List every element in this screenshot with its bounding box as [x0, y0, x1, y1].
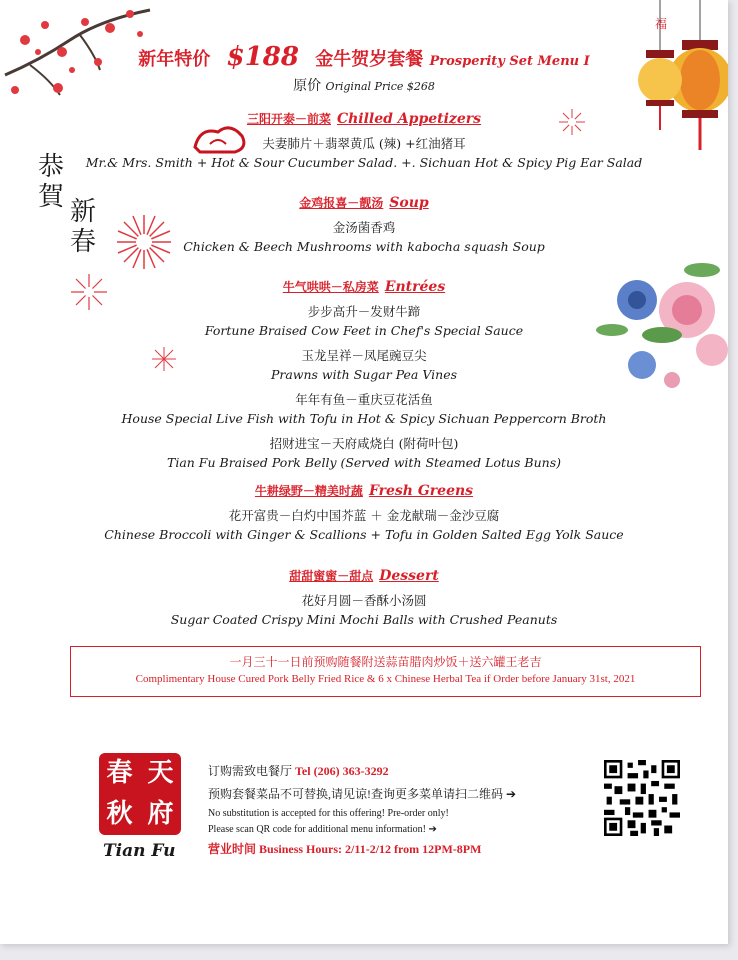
dish-name-en: Fortune Braised Cow Feet in Chef's Special Sauce: [204, 323, 524, 338]
original-price: [0, 75, 728, 95]
dish-name-en: Mr.& Mrs. Smith + Hot & Sour Cucumber Salad. +. Sichuan Hot & Spicy Pig Ear Salad: [85, 155, 643, 170]
section-title-cn: 甜甜蜜蜜－甜点: [289, 569, 374, 583]
logo-char: 府: [147, 799, 174, 829]
dish-name-cn: 花好月圆－香酥小汤圆: [301, 593, 427, 608]
menu-title: [0, 42, 728, 72]
section-title: [0, 567, 728, 584]
title-cn-left: 新年特价: [138, 49, 211, 70]
section-title-cn: 牛气哄哄－私房菜: [282, 280, 379, 294]
dish-name-en: Tian Fu Braised Pork Belly (Served with Steamed Lotus Buns): [167, 455, 561, 470]
section-title-cn: 牛耕绿野－精美时蔬: [254, 484, 363, 498]
calligraphy-char: 恭: [38, 152, 65, 182]
svg-text:福: 福: [655, 17, 668, 31]
section-title-en: Fresh Greens: [368, 483, 474, 499]
section-title-en: Soup: [389, 195, 429, 211]
original-price-cn: 原价: [293, 78, 322, 94]
promo-cn: 一月三十一日前预购随餐附送蒜苗腊肉炒饭＋送六罐王老吉: [229, 655, 542, 669]
dish-name-en: Chicken & Beech Mushrooms with kabocha squash Soup: [183, 239, 545, 254]
dish-name-en: House Special Live Fish with Tofu in Hot & Spicy Sichuan Peppercorn Broth: [121, 411, 607, 426]
promo-box: [70, 646, 701, 697]
scan-note: Please scan QR code for additional menu information!: [208, 824, 426, 835]
logo-char: 秋: [106, 799, 133, 829]
section-title: [0, 194, 728, 211]
dish-name-cn: 玉龙呈祥－凤尾豌豆尖: [301, 348, 427, 363]
arrow-right-icon: ➔: [428, 824, 437, 835]
logo-char: 天: [147, 758, 174, 788]
qr-code[interactable]: [603, 760, 681, 836]
logo-char: 春: [106, 758, 133, 788]
section-title-en: Chilled Appetizers: [336, 111, 482, 127]
dish-name-cn: 招财进宝－天府咸烧白 (附荷叶包): [269, 436, 459, 451]
section-title: [0, 278, 728, 295]
order-line: [208, 762, 389, 779]
calligraphy-char: 春: [70, 227, 97, 257]
restaurant-name: Tian Fu: [103, 841, 176, 861]
section-title-en: Dessert: [379, 568, 439, 584]
order-cn: 订购需致电餐厅: [208, 764, 293, 778]
dish-name-cn: 夫妻肺片＋翡翠黄瓜 (辣) +红油猪耳: [262, 136, 466, 151]
title-en: Prosperity Set Menu I: [429, 54, 590, 69]
calligraphy-greeting: [38, 152, 108, 282]
dish-name-en: Chinese Broccoli with Ginger & Scallions + Tofu in Golden Salted Egg Yolk Sauce: [104, 527, 624, 542]
note-cn: 预购套餐菜品不可替换,请见谅!查询更多菜单请扫二维码: [208, 787, 503, 801]
phone-number[interactable]: Tel (206) 363-3292: [295, 764, 389, 778]
section-title-cn: 三阳开泰－前菜: [246, 112, 331, 126]
dish-name-en: Prawns with Sugar Pea Vines: [270, 367, 458, 382]
section-title: [0, 482, 728, 499]
calligraphy-char: 賀: [38, 182, 65, 212]
calligraphy-char: 新: [70, 197, 97, 227]
section-title-cn: 金鸡报喜－靓汤: [299, 196, 384, 210]
no-substitution-note: No substitution is accepted for this offering! Pre-order only!: [208, 808, 449, 819]
section-title: [0, 110, 728, 127]
dish-name-cn: 步步高升－发财牛蹄: [307, 304, 421, 319]
note-line: [208, 785, 516, 802]
original-price-en: Original Price $268: [325, 80, 435, 93]
title-cn-right: 金牛贺岁套餐: [315, 49, 424, 70]
set-price: $188: [226, 42, 299, 72]
section-title-en: Entrées: [384, 279, 446, 295]
arrow-right-icon: ➔: [506, 787, 517, 801]
promo-en: Complimentary House Cured Pork Belly Fried Rice & 6 x Chinese Herbal Tea if Order before January 31st, 2021: [135, 673, 636, 685]
dish-name-cn: 花开富贵－白灼中国芥蓝 ＋ 金龙献瑞－金沙豆腐: [228, 508, 500, 523]
restaurant-logo: [99, 753, 181, 835]
business-hours: [208, 840, 481, 857]
dish-name-cn: 金汤菌香鸡: [332, 220, 396, 235]
dish-name-en: Sugar Coated Crispy Mini Mochi Balls with Crushed Peanuts: [170, 612, 558, 627]
scan-line: [208, 824, 437, 835]
dish-name-cn: 年年有鱼－重庆豆花活鱼: [295, 392, 433, 407]
hours-en: Business Hours: 2/11-2/12 from 12PM-8PM: [259, 842, 482, 856]
hours-cn: 营业时间: [208, 842, 257, 856]
